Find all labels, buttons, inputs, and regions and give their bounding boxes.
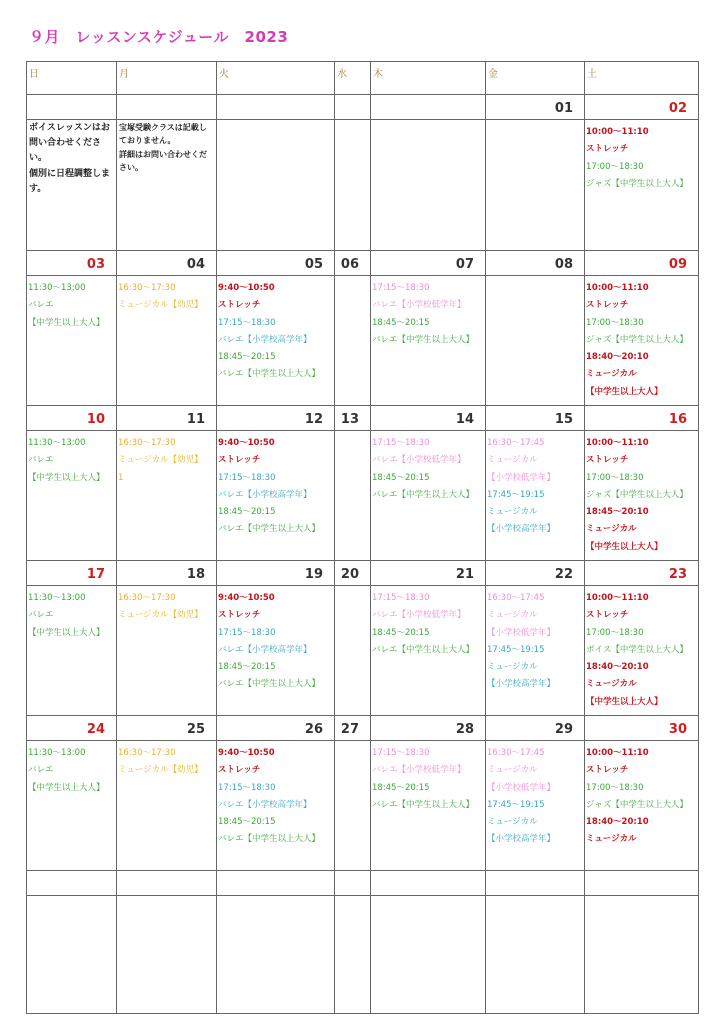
date-cell: 20 — [335, 561, 371, 586]
date-row — [27, 406, 699, 431]
lesson-line: 【中学生以上大人】 — [28, 472, 105, 483]
schedule-cell — [27, 741, 117, 871]
lesson-line: 17:15～18:30 — [372, 438, 430, 448]
lesson-line: 18:40～20:10 — [586, 662, 649, 673]
lesson-line: 17:00～18:30 — [586, 782, 644, 793]
lesson-line: バレエ【中学生以上大人】 — [372, 644, 475, 655]
empty-cell — [371, 896, 486, 1014]
lesson-line: ストレッチ — [586, 765, 629, 776]
lesson-line: バレエ【小学校高学年】 — [218, 644, 312, 655]
lesson-line: 17:15～18:30 — [218, 317, 276, 328]
lesson-line: 11:30～13:00 — [28, 283, 86, 293]
lesson-line: ミュージカル — [487, 455, 538, 466]
lesson-line: バレエ — [28, 300, 54, 311]
date-cell: 23 — [585, 561, 699, 586]
schedule-cell — [335, 741, 371, 871]
lesson-line: バレエ — [28, 455, 54, 466]
lesson-line: ミュージカル — [487, 662, 538, 673]
date-cell: 05 — [217, 251, 335, 276]
date-row — [27, 716, 699, 741]
lesson-line: ミュージカル — [487, 610, 538, 621]
lesson-line: 18:45～20:15 — [218, 662, 276, 673]
schedule-cell — [335, 276, 371, 406]
schedule-cell — [335, 586, 371, 716]
schedule-cell — [217, 120, 335, 251]
lesson-line: バレエ【小学校高学年】 — [218, 489, 312, 500]
empty-cell — [585, 871, 699, 896]
schedule-cell — [217, 741, 335, 871]
lesson-line: ジャズ【中学生以上大人】 — [586, 178, 688, 189]
weekday-wed: 水 — [335, 62, 371, 95]
schedule-cell — [335, 120, 371, 251]
lesson-line: ストレッチ — [586, 300, 629, 311]
schedule-cell — [117, 586, 217, 716]
lesson-line: 16:30～17:45 — [487, 748, 545, 758]
date-cell: 29 — [486, 716, 585, 741]
lesson-line: 17:45～19:15 — [487, 644, 545, 655]
lesson-line: バレエ【小学校高学年】 — [218, 334, 312, 345]
lesson-line: ミュージカル — [586, 524, 637, 535]
schedule-row — [27, 586, 699, 716]
empty-cell — [217, 871, 335, 896]
lesson-line: 10:00～11:10 — [586, 593, 649, 603]
date-cell — [217, 95, 335, 120]
date-cell: 15 — [486, 406, 585, 431]
lesson-line: 【小学校高学年】 — [487, 524, 556, 535]
weekday-tue: 火 — [217, 62, 335, 95]
empty-cell — [27, 896, 117, 1014]
lesson-line: ジャズ【中学生以上大人】 — [586, 799, 688, 810]
lesson-line: 17:00～18:30 — [586, 627, 644, 638]
lesson-line: 17:15～18:30 — [218, 627, 276, 638]
schedule-cell — [371, 586, 486, 716]
date-cell: 02 — [585, 95, 699, 120]
takarazuka-class-note: 詳細はお問い合わせください。 — [119, 150, 207, 172]
lesson-line: 16:30～17:30 — [118, 748, 176, 758]
date-cell: 26 — [217, 716, 335, 741]
lesson-line: バレエ【中学生以上大人】 — [372, 334, 475, 345]
lesson-line: ミュージカル — [586, 369, 637, 380]
lesson-line: 18:40～20:10 — [586, 817, 649, 828]
date-cell: 25 — [117, 716, 217, 741]
schedule-cell — [371, 120, 486, 251]
lesson-line: 9:40～10:50 — [218, 748, 275, 758]
lesson-line: 16:30～17:45 — [487, 593, 545, 603]
lesson-line: ジャズ【中学生以上大人】 — [586, 489, 688, 500]
schedule-cell — [585, 586, 699, 716]
lesson-line: 18:45～20:15 — [218, 352, 276, 363]
schedule-cell — [27, 276, 117, 406]
lesson-line: 【小学校低学年】 — [487, 472, 556, 483]
weekday-fri: 金 — [486, 62, 585, 95]
date-row — [27, 95, 699, 120]
date-cell: 12 — [217, 406, 335, 431]
lesson-line: 16:30～17:30 — [118, 593, 176, 603]
date-cell: 10 — [27, 406, 117, 431]
lesson-line: 17:00～18:30 — [586, 472, 644, 483]
date-cell: 08 — [486, 251, 585, 276]
date-cell — [371, 95, 486, 120]
voice-lesson-note: ボイスレッスンはお問い合わせください。 — [29, 123, 110, 163]
lesson-line: 18:40～20:10 — [586, 352, 649, 363]
empty-cell — [486, 896, 585, 1014]
lesson-line: ミュージカル — [586, 834, 637, 845]
date-row — [27, 251, 699, 276]
lesson-line: 18:45～20:15 — [372, 472, 430, 483]
schedule-cell — [335, 431, 371, 561]
lesson-line: 18:45～20:15 — [372, 317, 430, 328]
lesson-line: 17:45～19:15 — [487, 489, 545, 500]
lesson-line: 【中学生以上大人】 — [586, 541, 663, 552]
empty-cell — [117, 896, 217, 1014]
lesson-line: バレエ【小学校低学年】 — [372, 300, 466, 311]
lesson-line: 16:30～17:30 — [118, 283, 176, 293]
lesson-line: バレエ【中学生以上大人】 — [218, 679, 321, 690]
schedule-cell — [486, 431, 585, 561]
empty-cell — [117, 871, 217, 896]
schedule-cell — [371, 276, 486, 406]
lesson-line: ミュージカル — [487, 507, 538, 518]
date-cell: 16 — [585, 406, 699, 431]
date-cell: 04 — [117, 251, 217, 276]
lesson-line: 9:40～10:50 — [218, 438, 275, 448]
date-cell: 22 — [486, 561, 585, 586]
schedule-cell — [585, 276, 699, 406]
empty-cell — [486, 871, 585, 896]
lesson-line: 11:30～13:00 — [28, 593, 86, 603]
lesson-line: 11:30～13:00 — [28, 438, 86, 448]
empty-cell — [27, 871, 117, 896]
weekday-sun: 日 — [27, 62, 117, 95]
empty-row — [27, 871, 699, 896]
lesson-line: 18:45～20:15 — [218, 507, 276, 518]
lesson-line: ストレッチ — [218, 765, 261, 776]
lesson-line: ストレッチ — [218, 300, 261, 311]
schedule-cell — [217, 431, 335, 561]
takarazuka-class-note: 宝塚受験クラスは記載しておりません。 — [119, 123, 207, 145]
lesson-line: 【中学生以上大人】 — [28, 782, 105, 793]
lesson-line: ミュージカル【幼児】 — [118, 765, 203, 776]
lesson-line: ミュージカル — [487, 765, 538, 776]
lesson-line: ミュージカル — [586, 679, 637, 690]
lesson-line: 1 — [118, 472, 124, 483]
lesson-line: ストレッチ — [586, 610, 629, 621]
lesson-line: バレエ【中学生以上大人】 — [218, 834, 321, 845]
date-cell: 06 — [335, 251, 371, 276]
schedule-cell — [117, 120, 217, 251]
schedule-row — [27, 431, 699, 561]
date-cell: 03 — [27, 251, 117, 276]
lesson-line: 【小学校高学年】 — [487, 679, 556, 690]
lesson-line: 17:00～18:30 — [586, 317, 644, 328]
page-title: ９月 レッスンスケジュール 2023 — [29, 28, 289, 46]
weekday-header-row — [27, 62, 699, 95]
lesson-line: 【中学生以上大人】 — [586, 386, 663, 397]
lesson-line: ストレッチ — [218, 610, 261, 621]
lesson-line: 10:00～11:10 — [586, 748, 649, 758]
schedule-cell — [217, 586, 335, 716]
date-cell: 14 — [371, 406, 486, 431]
lesson-line: 【小学校低学年】 — [487, 782, 556, 793]
schedule-cell — [486, 120, 585, 251]
schedule-cell — [486, 276, 585, 406]
lesson-line: 【中学生以上大人】 — [28, 627, 105, 638]
lesson-line: バレエ【小学校低学年】 — [372, 765, 466, 776]
lesson-line: 【中学生以上大人】 — [28, 317, 105, 328]
lesson-line: 9:40～10:50 — [218, 593, 275, 603]
date-cell — [27, 95, 117, 120]
empty-row — [27, 896, 699, 1014]
lesson-line: 10:00～11:10 — [586, 283, 649, 293]
schedule-cell — [486, 586, 585, 716]
date-cell: 27 — [335, 716, 371, 741]
date-cell: 09 — [585, 251, 699, 276]
date-cell: 21 — [371, 561, 486, 586]
schedule-row — [27, 741, 699, 871]
lesson-line: ストレッチ — [586, 144, 629, 155]
date-cell: 19 — [217, 561, 335, 586]
schedule-row — [27, 276, 699, 406]
lesson-line: 18:45～20:15 — [218, 817, 276, 828]
schedule-row — [27, 120, 699, 251]
lesson-line: 【中学生以上大人】 — [586, 696, 663, 707]
empty-cell — [335, 871, 371, 896]
date-cell: 24 — [27, 716, 117, 741]
lesson-line: バレエ — [28, 610, 54, 621]
date-cell: 17 — [27, 561, 117, 586]
lesson-line: 16:30～17:45 — [487, 438, 545, 448]
schedule-cell — [27, 120, 117, 251]
date-cell — [117, 95, 217, 120]
schedule-cell — [486, 741, 585, 871]
schedule-cell — [27, 431, 117, 561]
schedule-cell — [117, 276, 217, 406]
voice-lesson-note: 個別に日程調整します。 — [29, 169, 111, 194]
lesson-line: 【小学校高学年】 — [487, 834, 556, 845]
date-row — [27, 561, 699, 586]
lesson-line: 18:45～20:15 — [372, 782, 430, 793]
lesson-line: バレエ【中学生以上大人】 — [372, 799, 475, 810]
lesson-line: バレエ【小学校高学年】 — [218, 799, 312, 810]
lesson-line: 17:15～18:30 — [372, 283, 430, 293]
schedule-cell — [117, 431, 217, 561]
lesson-line: 16:30～17:30 — [118, 438, 176, 448]
lesson-line: 10:00～11:10 — [586, 438, 649, 448]
lesson-line: バレエ【中学生以上大人】 — [218, 369, 321, 380]
date-cell: 28 — [371, 716, 486, 741]
date-cell: 07 — [371, 251, 486, 276]
lesson-line: ミュージカル【幼児】 — [118, 300, 203, 311]
schedule-cell — [585, 741, 699, 871]
lesson-line: ミュージカル — [487, 817, 538, 828]
lesson-line: バレエ【中学生以上大人】 — [218, 524, 321, 535]
calendar-grid — [26, 61, 699, 1014]
lesson-line: 10:00～11:10 — [586, 127, 649, 137]
lesson-line: 17:45～19:15 — [487, 799, 545, 810]
weekday-mon: 月 — [117, 62, 217, 95]
date-cell: 30 — [585, 716, 699, 741]
lesson-line: バレエ【小学校低学年】 — [372, 610, 466, 621]
empty-cell — [585, 896, 699, 1014]
schedule-cell — [371, 741, 486, 871]
lesson-line: 11:30～13:00 — [28, 748, 86, 758]
schedule-cell — [585, 431, 699, 561]
empty-cell — [217, 896, 335, 1014]
lesson-line: バレエ【小学校低学年】 — [372, 455, 466, 466]
date-cell: 18 — [117, 561, 217, 586]
weekday-thu: 木 — [371, 62, 486, 95]
lesson-line: 【小学校低学年】 — [487, 627, 556, 638]
lesson-line: ストレッチ — [218, 455, 261, 466]
weekday-sat: 土 — [585, 62, 699, 95]
lesson-line: 9:40～10:50 — [218, 283, 275, 293]
lesson-line: ストレッチ — [586, 455, 629, 466]
lesson-line: 17:15～18:30 — [218, 782, 276, 793]
schedule-cell — [27, 586, 117, 716]
schedule-cell — [585, 120, 699, 251]
date-cell: 01 — [486, 95, 585, 120]
lesson-line: ジャズ【中学生以上大人】 — [586, 334, 688, 345]
schedule-cell — [371, 431, 486, 561]
lesson-line: 18:45～20:15 — [372, 627, 430, 638]
lesson-line: ミュージカル【幼児】 — [118, 455, 203, 466]
lesson-line: ボイス【中学生以上大人】 — [586, 644, 688, 655]
schedule-cell — [117, 741, 217, 871]
lesson-line: 17:00～18:30 — [586, 161, 644, 172]
lesson-line: 17:15～18:30 — [372, 748, 430, 758]
lesson-line: バレエ【中学生以上大人】 — [372, 489, 475, 500]
lesson-line: 17:15～18:30 — [372, 593, 430, 603]
date-cell: 11 — [117, 406, 217, 431]
empty-cell — [335, 896, 371, 1014]
empty-cell — [371, 871, 486, 896]
date-cell: 13 — [335, 406, 371, 431]
lesson-line: 17:15～18:30 — [218, 472, 276, 483]
lesson-line: 18:45～20:10 — [586, 507, 649, 518]
lesson-line: ミュージカル【幼児】 — [118, 610, 203, 621]
date-cell — [335, 95, 371, 120]
schedule-cell — [217, 276, 335, 406]
lesson-line: バレエ — [28, 765, 54, 776]
